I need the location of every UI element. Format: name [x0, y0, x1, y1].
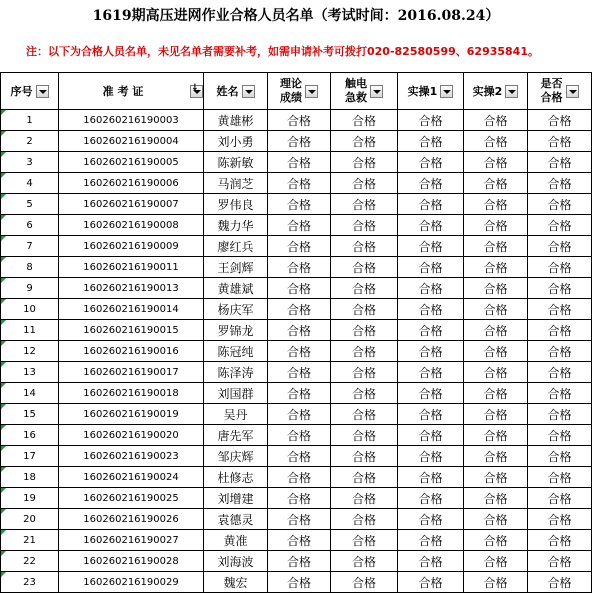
- cell-electric[interactable]: 合格: [331, 152, 398, 173]
- cell-seq[interactable]: 7: [1, 236, 59, 257]
- col-header-electric: [331, 73, 398, 110]
- table-row: [1, 509, 592, 530]
- cell-passed[interactable]: 合格: [528, 509, 592, 530]
- cell-exam-id[interactable]: 160260216190020: [59, 425, 204, 446]
- cell-name[interactable]: 廖红兵: [204, 236, 268, 257]
- cell-practice2[interactable]: 合格: [464, 299, 528, 320]
- col-header-theory-label: 理论 成绩: [280, 77, 302, 104]
- col-header-exam-id: [59, 73, 204, 110]
- filter-sort-icon[interactable]: [190, 85, 203, 98]
- cell-name[interactable]: 魏力华: [204, 215, 268, 236]
- cell-theory[interactable]: 合格: [268, 320, 331, 341]
- cell-practice2[interactable]: 合格: [464, 404, 528, 425]
- cell-electric[interactable]: 合格: [331, 488, 398, 509]
- cell-electric[interactable]: 合格: [331, 194, 398, 215]
- cell-practice1[interactable]: 合格: [398, 131, 464, 152]
- cell-exam-id[interactable]: 160260216190011: [59, 257, 204, 278]
- cell-theory[interactable]: 合格: [268, 509, 331, 530]
- cell-practice2[interactable]: 合格: [464, 488, 528, 509]
- cell-theory[interactable]: 合格: [268, 467, 331, 488]
- table-row: [1, 194, 592, 215]
- filter-dropdown-icon[interactable]: [36, 85, 49, 98]
- cell-practice1[interactable]: 合格: [398, 341, 464, 362]
- cell-electric[interactable]: 合格: [331, 173, 398, 194]
- cell-practice1[interactable]: 合格: [398, 446, 464, 467]
- col-header-name: [204, 73, 268, 110]
- cell-theory[interactable]: 合格: [268, 257, 331, 278]
- cell-practice1[interactable]: 合格: [398, 425, 464, 446]
- cell-practice2[interactable]: 合格: [464, 446, 528, 467]
- cell-practice1[interactable]: 合格: [398, 488, 464, 509]
- cell-practice2[interactable]: 合格: [464, 173, 528, 194]
- table-row: [1, 299, 592, 320]
- cell-seq[interactable]: 11: [1, 320, 59, 341]
- cell-electric[interactable]: 合格: [331, 236, 398, 257]
- cell-practice2[interactable]: 合格: [464, 320, 528, 341]
- cell-name[interactable]: 罗锦龙: [204, 320, 268, 341]
- cell-passed[interactable]: 合格: [528, 152, 592, 173]
- cell-exam-id[interactable]: 160260216190015: [59, 320, 204, 341]
- cell-practice1[interactable]: 合格: [398, 215, 464, 236]
- cell-name[interactable]: 陈冠纯: [204, 341, 268, 362]
- cell-exam-id[interactable]: 160260216190019: [59, 404, 204, 425]
- cell-exam-id[interactable]: 160260216190018: [59, 383, 204, 404]
- cell-electric[interactable]: 合格: [331, 467, 398, 488]
- filter-dropdown-icon[interactable]: [242, 85, 255, 98]
- table-row: [1, 488, 592, 509]
- cell-passed[interactable]: 合格: [528, 278, 592, 299]
- cell-name[interactable]: 黄雄彬: [204, 110, 268, 131]
- cell-electric[interactable]: 合格: [331, 404, 398, 425]
- cell-practice1[interactable]: 合格: [398, 278, 464, 299]
- cell-exam-id[interactable]: 160260216190005: [59, 152, 204, 173]
- col-header-practice1: [398, 73, 464, 110]
- cell-exam-id[interactable]: 160260216190007: [59, 194, 204, 215]
- notice-text: 注：以下为合格人员名单，未见名单者需要补考，如需申请补考可拨打020-82580599、62935841。: [26, 45, 539, 58]
- cell-passed[interactable]: 合格: [528, 320, 592, 341]
- page-title: 1619期高压进网作业合格人员名单（考试时间：2016.08.24）: [92, 8, 500, 24]
- cell-practice2[interactable]: 合格: [464, 383, 528, 404]
- cell-practice1[interactable]: 合格: [398, 173, 464, 194]
- cell-electric[interactable]: 合格: [331, 320, 398, 341]
- cell-seq[interactable]: 14: [1, 383, 59, 404]
- cell-exam-id[interactable]: 160260216190029: [59, 572, 204, 593]
- cell-electric[interactable]: 合格: [331, 551, 398, 572]
- cell-theory[interactable]: 合格: [268, 425, 331, 446]
- cell-seq[interactable]: 1: [1, 110, 59, 131]
- cell-exam-id[interactable]: 160260216190024: [59, 467, 204, 488]
- cell-seq[interactable]: 8: [1, 257, 59, 278]
- cell-exam-id[interactable]: 160260216190004: [59, 131, 204, 152]
- cell-practice1[interactable]: 合格: [398, 467, 464, 488]
- cell-exam-id[interactable]: 160260216190014: [59, 299, 204, 320]
- cell-seq[interactable]: 20: [1, 509, 59, 530]
- cell-name[interactable]: 杜修志: [204, 467, 268, 488]
- col-header-seq-label: 序号: [10, 85, 33, 98]
- cell-practice1[interactable]: 合格: [398, 404, 464, 425]
- cell-name[interactable]: 邹庆辉: [204, 446, 268, 467]
- table-row: [1, 383, 592, 404]
- filter-dropdown-icon[interactable]: [305, 85, 318, 98]
- cell-passed[interactable]: 合格: [528, 194, 592, 215]
- table-row: [1, 404, 592, 425]
- table-row: [1, 446, 592, 467]
- cell-seq[interactable]: 23: [1, 572, 59, 593]
- table-row: [1, 257, 592, 278]
- cell-name[interactable]: 袁德灵: [204, 509, 268, 530]
- col-header-exam-id-label: 准 考 证: [102, 85, 144, 98]
- cell-theory[interactable]: 合格: [268, 173, 331, 194]
- cell-electric[interactable]: 合格: [331, 425, 398, 446]
- filter-dropdown-icon[interactable]: [566, 85, 579, 98]
- cell-practice1[interactable]: 合格: [398, 257, 464, 278]
- cell-practice1[interactable]: 合格: [398, 530, 464, 551]
- cell-practice1[interactable]: 合格: [398, 110, 464, 131]
- table-row: [1, 362, 592, 383]
- cell-name[interactable]: 马润芝: [204, 173, 268, 194]
- table-row: [1, 425, 592, 446]
- cell-theory[interactable]: 合格: [268, 530, 331, 551]
- cell-passed[interactable]: 合格: [528, 530, 592, 551]
- cell-seq[interactable]: 6: [1, 215, 59, 236]
- cell-electric[interactable]: 合格: [331, 278, 398, 299]
- cell-practice2[interactable]: 合格: [464, 152, 528, 173]
- cell-exam-id[interactable]: 160260216190028: [59, 551, 204, 572]
- table-row: [1, 341, 592, 362]
- cell-theory[interactable]: 合格: [268, 341, 331, 362]
- col-header-theory: [268, 73, 331, 110]
- cell-seq[interactable]: 3: [1, 152, 59, 173]
- cell-seq[interactable]: 4: [1, 173, 59, 194]
- cell-theory[interactable]: 合格: [268, 110, 331, 131]
- cell-passed[interactable]: 合格: [528, 446, 592, 467]
- cell-electric[interactable]: 合格: [331, 530, 398, 551]
- cell-exam-id[interactable]: 160260216190016: [59, 341, 204, 362]
- cell-theory[interactable]: 合格: [268, 278, 331, 299]
- cell-electric[interactable]: 合格: [331, 383, 398, 404]
- cell-name[interactable]: 陈新敏: [204, 152, 268, 173]
- cell-name[interactable]: 刘国群: [204, 383, 268, 404]
- cell-exam-id[interactable]: 160260216190026: [59, 509, 204, 530]
- table-row: [1, 551, 592, 572]
- cell-theory[interactable]: 合格: [268, 446, 331, 467]
- cell-practice1[interactable]: 合格: [398, 383, 464, 404]
- results-table: [0, 72, 592, 593]
- cell-passed[interactable]: 合格: [528, 299, 592, 320]
- cell-practice2[interactable]: 合格: [464, 362, 528, 383]
- cell-seq[interactable]: 10: [1, 299, 59, 320]
- cell-electric[interactable]: 合格: [331, 509, 398, 530]
- cell-practice1[interactable]: 合格: [398, 362, 464, 383]
- filter-dropdown-icon[interactable]: [370, 85, 383, 98]
- cell-passed[interactable]: 合格: [528, 257, 592, 278]
- cell-practice2[interactable]: 合格: [464, 341, 528, 362]
- cell-exam-id[interactable]: 160260216190006: [59, 173, 204, 194]
- cell-exam-id[interactable]: 160260216190023: [59, 446, 204, 467]
- cell-practice2[interactable]: 合格: [464, 551, 528, 572]
- cell-theory[interactable]: 合格: [268, 362, 331, 383]
- table-row: [1, 173, 592, 194]
- cell-theory[interactable]: 合格: [268, 215, 331, 236]
- cell-practice1[interactable]: 合格: [398, 152, 464, 173]
- cell-electric[interactable]: 合格: [331, 257, 398, 278]
- cell-passed[interactable]: 合格: [528, 404, 592, 425]
- cell-name[interactable]: 王剑辉: [204, 257, 268, 278]
- cell-electric[interactable]: 合格: [331, 215, 398, 236]
- cell-exam-id[interactable]: 160260216190003: [59, 110, 204, 131]
- table-row: [1, 236, 592, 257]
- cell-seq[interactable]: 19: [1, 488, 59, 509]
- cell-name[interactable]: 唐先军: [204, 425, 268, 446]
- cell-practice1[interactable]: 合格: [398, 551, 464, 572]
- table-row: [1, 320, 592, 341]
- cell-seq[interactable]: 16: [1, 425, 59, 446]
- cell-passed[interactable]: 合格: [528, 362, 592, 383]
- table-row: [1, 467, 592, 488]
- cell-practice2[interactable]: 合格: [464, 110, 528, 131]
- cell-electric[interactable]: 合格: [331, 299, 398, 320]
- cell-name[interactable]: 刘小勇: [204, 131, 268, 152]
- col-header-passed: [528, 73, 592, 110]
- cell-theory[interactable]: 合格: [268, 299, 331, 320]
- cell-practice1[interactable]: 合格: [398, 509, 464, 530]
- cell-passed[interactable]: 合格: [528, 110, 592, 131]
- cell-passed[interactable]: 合格: [528, 425, 592, 446]
- cell-name[interactable]: 陈泽涛: [204, 362, 268, 383]
- cell-practice2[interactable]: 合格: [464, 467, 528, 488]
- cell-passed[interactable]: 合格: [528, 215, 592, 236]
- cell-exam-id[interactable]: 160260216190008: [59, 215, 204, 236]
- cell-electric[interactable]: 合格: [331, 572, 398, 593]
- cell-electric[interactable]: 合格: [331, 446, 398, 467]
- cell-seq[interactable]: 13: [1, 362, 59, 383]
- table-row: [1, 215, 592, 236]
- cell-exam-id[interactable]: 160260216190009: [59, 236, 204, 257]
- cell-theory[interactable]: 合格: [268, 383, 331, 404]
- table-row: [1, 572, 592, 593]
- cell-theory[interactable]: 合格: [268, 572, 331, 593]
- cell-electric[interactable]: 合格: [331, 110, 398, 131]
- cell-practice1[interactable]: 合格: [398, 194, 464, 215]
- cell-name[interactable]: 黄雄斌: [204, 278, 268, 299]
- cell-practice1[interactable]: 合格: [398, 299, 464, 320]
- cell-practice1[interactable]: 合格: [398, 572, 464, 593]
- cell-passed[interactable]: 合格: [528, 173, 592, 194]
- cell-passed[interactable]: 合格: [528, 236, 592, 257]
- cell-passed[interactable]: 合格: [528, 488, 592, 509]
- cell-exam-id[interactable]: 160260216190013: [59, 278, 204, 299]
- cell-practice2[interactable]: 合格: [464, 572, 528, 593]
- cell-theory[interactable]: 合格: [268, 131, 331, 152]
- cell-seq[interactable]: 2: [1, 131, 59, 152]
- cell-practice2[interactable]: 合格: [464, 131, 528, 152]
- filter-dropdown-icon[interactable]: [505, 85, 518, 98]
- col-header-practice1-label: 实操1: [407, 85, 438, 98]
- table-row: [1, 110, 592, 131]
- cell-seq[interactable]: 17: [1, 446, 59, 467]
- cell-name[interactable]: 罗伟良: [204, 194, 268, 215]
- cell-exam-id[interactable]: 160260216190025: [59, 488, 204, 509]
- cell-theory[interactable]: 合格: [268, 404, 331, 425]
- cell-seq[interactable]: 9: [1, 278, 59, 299]
- cell-electric[interactable]: 合格: [331, 131, 398, 152]
- cell-seq[interactable]: 5: [1, 194, 59, 215]
- cell-practice2[interactable]: 合格: [464, 530, 528, 551]
- cell-practice2[interactable]: 合格: [464, 236, 528, 257]
- col-header-name-label: 姓名: [216, 85, 239, 98]
- cell-name[interactable]: 刘海波: [204, 551, 268, 572]
- cell-seq[interactable]: 15: [1, 404, 59, 425]
- cell-name[interactable]: 刘增建: [204, 488, 268, 509]
- cell-name[interactable]: 黄准: [204, 530, 268, 551]
- header-row: [1, 73, 592, 110]
- cell-name[interactable]: 吴丹: [204, 404, 268, 425]
- table-row: [1, 530, 592, 551]
- cell-practice1[interactable]: 合格: [398, 320, 464, 341]
- col-header-seq: [1, 73, 59, 110]
- col-header-passed-label: 是否 合格: [540, 77, 563, 104]
- cell-passed[interactable]: 合格: [528, 383, 592, 404]
- cell-theory[interactable]: 合格: [268, 236, 331, 257]
- cell-name[interactable]: 杨庆军: [204, 299, 268, 320]
- cell-passed[interactable]: 合格: [528, 572, 592, 593]
- cell-electric[interactable]: 合格: [331, 341, 398, 362]
- cell-practice2[interactable]: 合格: [464, 509, 528, 530]
- cell-practice2[interactable]: 合格: [464, 215, 528, 236]
- col-header-practice2: [464, 73, 528, 110]
- cell-name[interactable]: 魏宏: [204, 572, 268, 593]
- cell-passed[interactable]: 合格: [528, 131, 592, 152]
- cell-passed[interactable]: 合格: [528, 467, 592, 488]
- cell-practice1[interactable]: 合格: [398, 236, 464, 257]
- col-header-electric-label: 触电 急救: [345, 77, 367, 104]
- cell-practice2[interactable]: 合格: [464, 257, 528, 278]
- cell-theory[interactable]: 合格: [268, 152, 331, 173]
- table-row: [1, 278, 592, 299]
- cell-theory[interactable]: 合格: [268, 194, 331, 215]
- table-row: [1, 131, 592, 152]
- cell-passed[interactable]: 合格: [528, 551, 592, 572]
- cell-seq[interactable]: 18: [1, 467, 59, 488]
- cell-electric[interactable]: 合格: [331, 362, 398, 383]
- col-header-practice2-label: 实操2: [472, 85, 503, 98]
- cell-exam-id[interactable]: 160260216190017: [59, 362, 204, 383]
- cell-seq[interactable]: 22: [1, 551, 59, 572]
- cell-seq[interactable]: 12: [1, 341, 59, 362]
- cell-practice2[interactable]: 合格: [464, 194, 528, 215]
- cell-theory[interactable]: 合格: [268, 551, 331, 572]
- cell-practice2[interactable]: 合格: [464, 278, 528, 299]
- cell-seq[interactable]: 21: [1, 530, 59, 551]
- cell-exam-id[interactable]: 160260216190027: [59, 530, 204, 551]
- cell-passed[interactable]: 合格: [528, 341, 592, 362]
- filter-dropdown-icon[interactable]: [440, 85, 453, 98]
- cell-practice2[interactable]: 合格: [464, 425, 528, 446]
- cell-theory[interactable]: 合格: [268, 488, 331, 509]
- table-row: [1, 152, 592, 173]
